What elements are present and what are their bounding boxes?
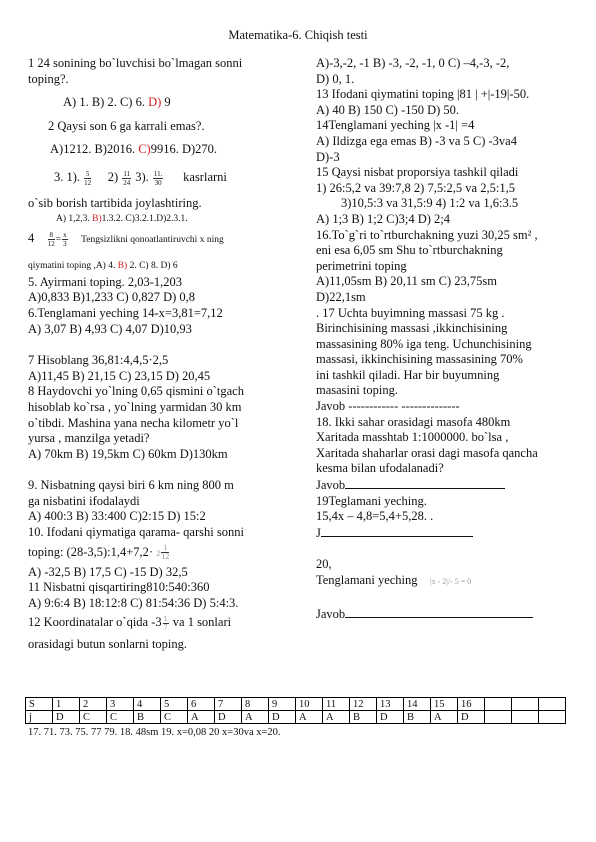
question-17-cont: masasini toping.: [316, 383, 398, 398]
answer-number-cell: 7: [215, 698, 242, 711]
answer-letter-cell: B: [350, 711, 377, 724]
question-18-cont: kesma bilan ufodalanadi?: [316, 461, 444, 476]
question-1-cont: toping?.: [28, 71, 69, 86]
answer-number-cell: 15: [431, 698, 458, 711]
question-20-cont: Tenglamani yeching |x - 2|/- 5 = 0: [316, 573, 472, 587]
question-3-options: A) 1,2,3. B)1.3.2. C)3.2.1.D)2.3.1.: [56, 213, 188, 224]
fraction: $\frac{5}{12}$: [84, 169, 92, 187]
fraction: $\frac{11.}{30}$: [153, 169, 163, 187]
question-18-cont: Xaritada masshtab 1:1000000. bo`lsa ,: [316, 430, 509, 445]
answer-number-cell: [539, 698, 566, 711]
answer-number-cell: 13: [377, 698, 404, 711]
question-3: 3. 1). $\frac{5}{12}$ 2) $\frac{11}{24}$ 3). $\frac{11.}{30}$ kasrlarni: [54, 169, 227, 187]
answer-letter-cell: A: [188, 711, 215, 724]
question-17-answer: Javob ------------ --------------: [316, 399, 460, 414]
question-15: 15 Qaysi nisbat proporsiya tashkil qiladi: [316, 165, 519, 180]
question-9-cont: ga nisbatini ifodalaydi: [28, 493, 140, 508]
answer-number-cell: 14: [404, 698, 431, 711]
answer-letter-cell: D: [269, 711, 296, 724]
question-8-cont: o`tibdi. Mashina yana necha kilometr yo`l: [28, 415, 239, 430]
question-5: 5. Ayirmani toping. 2,03-1,203: [28, 274, 183, 289]
question-8: 8 Haydovchi yo`lning 0,65 qismini o`tgach: [28, 384, 244, 399]
answer-number-cell: 11: [323, 698, 350, 711]
page-title: Matematika-6. Chiqish testi: [228, 28, 368, 42]
answer-number-cell: [485, 698, 512, 711]
question-2-options: A)1212. B)2016. C)9916. D)270.: [50, 142, 218, 157]
answer-line[interactable]: [321, 525, 473, 537]
question-7: 7 Hisoblang 36,81:4,4,5·2,5: [28, 353, 169, 368]
fraction: $\frac{1}{7}$: [163, 614, 168, 633]
left-column: [28, 56, 290, 655]
question-19-answer: J: [316, 525, 586, 542]
right-column: [316, 56, 586, 622]
question-20: 20,: [316, 557, 332, 572]
question-17-cont: massasining 80% iga teng. Uchunchisining: [316, 336, 532, 351]
fraction: $\frac{1}{12}$: [161, 543, 170, 562]
answer-number-cell: 16: [458, 698, 485, 711]
answer-letter-cell: [485, 711, 512, 724]
question-6-options: A) 3,07 B) 4,93 C) 4,07 D)10,93: [28, 321, 192, 336]
question-12: 12 Koordinatalar o`qida -3 $\frac{1}{7}$ va 1 sonlari: [28, 614, 232, 633]
answer-letter-cell: D: [215, 711, 242, 724]
answer-line[interactable]: [345, 477, 505, 489]
question-10: 10. Ifodani qiymatiga qarama- qarshi sonni: [28, 525, 244, 540]
answer-number-cell: 3: [107, 698, 134, 711]
answer-number-cell: 2: [80, 698, 107, 711]
question-9-options: A) 400:3 B) 33:400 C)2:15 D) 15:2: [28, 509, 206, 524]
answer-number-cell: 1: [53, 698, 80, 711]
fraction: $\frac{x}{3}$: [63, 230, 67, 248]
question-16-cont: perimetrini toping: [316, 258, 407, 273]
question-17-cont: massasi, ikkinchisining massasining 70%: [316, 352, 523, 367]
answer-letter-cell: C: [107, 711, 134, 724]
question-9: 9. Nisbatning qaysi biri 6 km ning 800 m: [28, 478, 234, 493]
question-11: 11 Nisbatni qisqartiring810:540:360: [28, 580, 210, 595]
answer-number-cell: 8: [242, 698, 269, 711]
question-18-cont: Xaritada shaharlar orasi dagi masofa qancha: [316, 445, 538, 460]
answer-line[interactable]: [345, 606, 533, 618]
answer-letters-row: [26, 711, 566, 724]
answer-letter-cell: A: [431, 711, 458, 724]
question-13: 13 Ifodani qiymatini toping |81 | +|-19|-50.: [316, 87, 530, 102]
fraction: $\frac{11}{24}$: [123, 169, 131, 187]
answer-letter-cell: C: [80, 711, 107, 724]
question-15-cont: 3)10,5:3 va 31,5:9 4) 1:2 va 1,6:3.5: [341, 196, 519, 211]
answer-letter-cell: D: [53, 711, 80, 724]
answer-letter-cell: A: [242, 711, 269, 724]
question-6: 6.Tenglamani yeching 14-x=3,81=7,12: [28, 305, 223, 320]
question-16-cont: eni esa 6,05 sm Shu to`rtburchakning: [316, 243, 503, 258]
answer-number-cell: 9: [269, 698, 296, 711]
answer-number-cell: 12: [350, 698, 377, 711]
question-13-options: A) 40 B) 150 C) -150 D) 50.: [316, 102, 460, 117]
question-3-cont: o`sib borish tartibida joylashtiring.: [28, 195, 202, 210]
question-16: 16.To`g`ri to`rtburchakning yuzi 30,25 sm² ,: [316, 227, 538, 242]
question-16-options-cont: D)22,1sm: [316, 289, 366, 304]
question-8-options: A) 70km B) 19,5km C) 60km D)130km: [28, 446, 228, 461]
question-8-cont: yursa , manzilga yetadi?: [28, 431, 150, 446]
question-2: 2 Qaysi son 6 ga karrali emas?.: [48, 118, 205, 133]
answer-letter-cell: A: [323, 711, 350, 724]
question-16-options: A)11,05sm B) 20,11 sm C) 23,75sm: [316, 274, 498, 289]
question-17-cont: ini tashkil qiladi. Har bir buyumning: [316, 367, 500, 382]
question-12-cont: orasidagi butun sonlarni toping.: [28, 637, 188, 652]
question-14-options-cont: D)-3: [316, 149, 340, 164]
question-17: . 17 Uchta buyimning massasi 75 kg .: [316, 305, 505, 320]
answer-number-cell: [512, 698, 539, 711]
answer-footer: 17. 71. 73. 75. 77 79. 18. 48sm 19. x=0,08 20 x=30va x=20.: [28, 727, 281, 738]
question-14: 14Tenglamani yeching |x -1| =4: [316, 118, 475, 133]
answer-letter-cell: B: [134, 711, 161, 724]
question-17-cont: Birinchisining massasi ,ikkinchisining: [316, 321, 508, 336]
question-18-answer: Javob: [316, 477, 586, 494]
question-10-cont: toping: (28-3,5):1,4+7,2· 2 $\frac{1}{12}$: [28, 543, 170, 562]
answer-mark: D): [148, 95, 162, 110]
question-8-cont: hisoblab ko`rsa , yo`lning yarmidan 30 km: [28, 399, 242, 414]
answer-table: [25, 697, 566, 724]
question-4-options: qiymatini toping ,A) 4. B) 2. C) 8. D) 6: [28, 261, 178, 272]
answer-mark: C): [138, 142, 151, 157]
answer-letter-cell: [512, 711, 539, 724]
question-19-equation: 15,4x – 4,8=5,4+5,28. .: [316, 509, 434, 524]
question-15-cont: 1) 26:5,2 va 39:7,8 2) 7,5:2,5 va 2,5:1,5: [316, 180, 515, 195]
answer-mark: B): [92, 213, 102, 224]
question-11-options: A) 9:6:4 B) 18:12:8 C) 81:54:36 D) 5:4:3.: [28, 595, 239, 610]
fraction: $\frac{8}{12}$: [47, 230, 55, 248]
question-12-options: A)-3,-2, -1 B) -3, -2, -1, 0 C) –4,-3, -2,: [316, 56, 510, 70]
answer-letter-cell: C: [161, 711, 188, 724]
answer-number-cell: 10: [296, 698, 323, 711]
answer-letter-cell: j: [26, 711, 53, 724]
answer-mark: B): [117, 261, 128, 272]
question-7-options: A)11,45 B) 21,15 C) 23,15 D) 20,45: [28, 368, 211, 383]
answer-number-cell: 5: [161, 698, 188, 711]
answer-letter-cell: B: [404, 711, 431, 724]
answer-number-cell: S: [26, 698, 53, 711]
answer-letter-cell: D: [458, 711, 485, 724]
question-12-options-cont: D) 0, 1.: [316, 71, 355, 86]
question-20-answer: Javob: [316, 606, 586, 623]
answer-number-cell: 6: [188, 698, 215, 711]
answer-number-cell: 4: [134, 698, 161, 711]
question-18: 18. Ikki sahar orasidagi masofa 480km: [316, 414, 511, 429]
answer-letter-cell: A: [296, 711, 323, 724]
question-19: 19Teglamani yeching.: [316, 493, 427, 508]
answer-letter-cell: [539, 711, 566, 724]
answer-letter-cell: D: [377, 711, 404, 724]
equation: |x - 2|/- 5 = 0: [430, 577, 472, 586]
answer-numbers-row: [26, 698, 566, 711]
question-4: 4 $\frac{8}{12}$ = $\frac{x}{3}$ Tengsizliknі qonoatlantiruvchi x ning: [28, 230, 224, 248]
question-10-options: A) -32,5 B) 17,5 C) -15 D) 32,5: [28, 564, 188, 579]
question-1-options: A) 1. B) 2. C) 6. D) 9: [63, 95, 171, 110]
question-15-options: A) 1;3 B) 1;2 C)3;4 D) 2;4: [316, 211, 451, 226]
question-5-options: A)0,833 B)1,233 C) 0,827 D) 0,8: [28, 290, 196, 305]
question-14-options: A) Ildizga egа emas B) -3 va 5 C) -3va4: [316, 133, 517, 148]
question-1: 1 24 sonining bo`luvchisi bo`lmagan sonni: [28, 56, 243, 70]
